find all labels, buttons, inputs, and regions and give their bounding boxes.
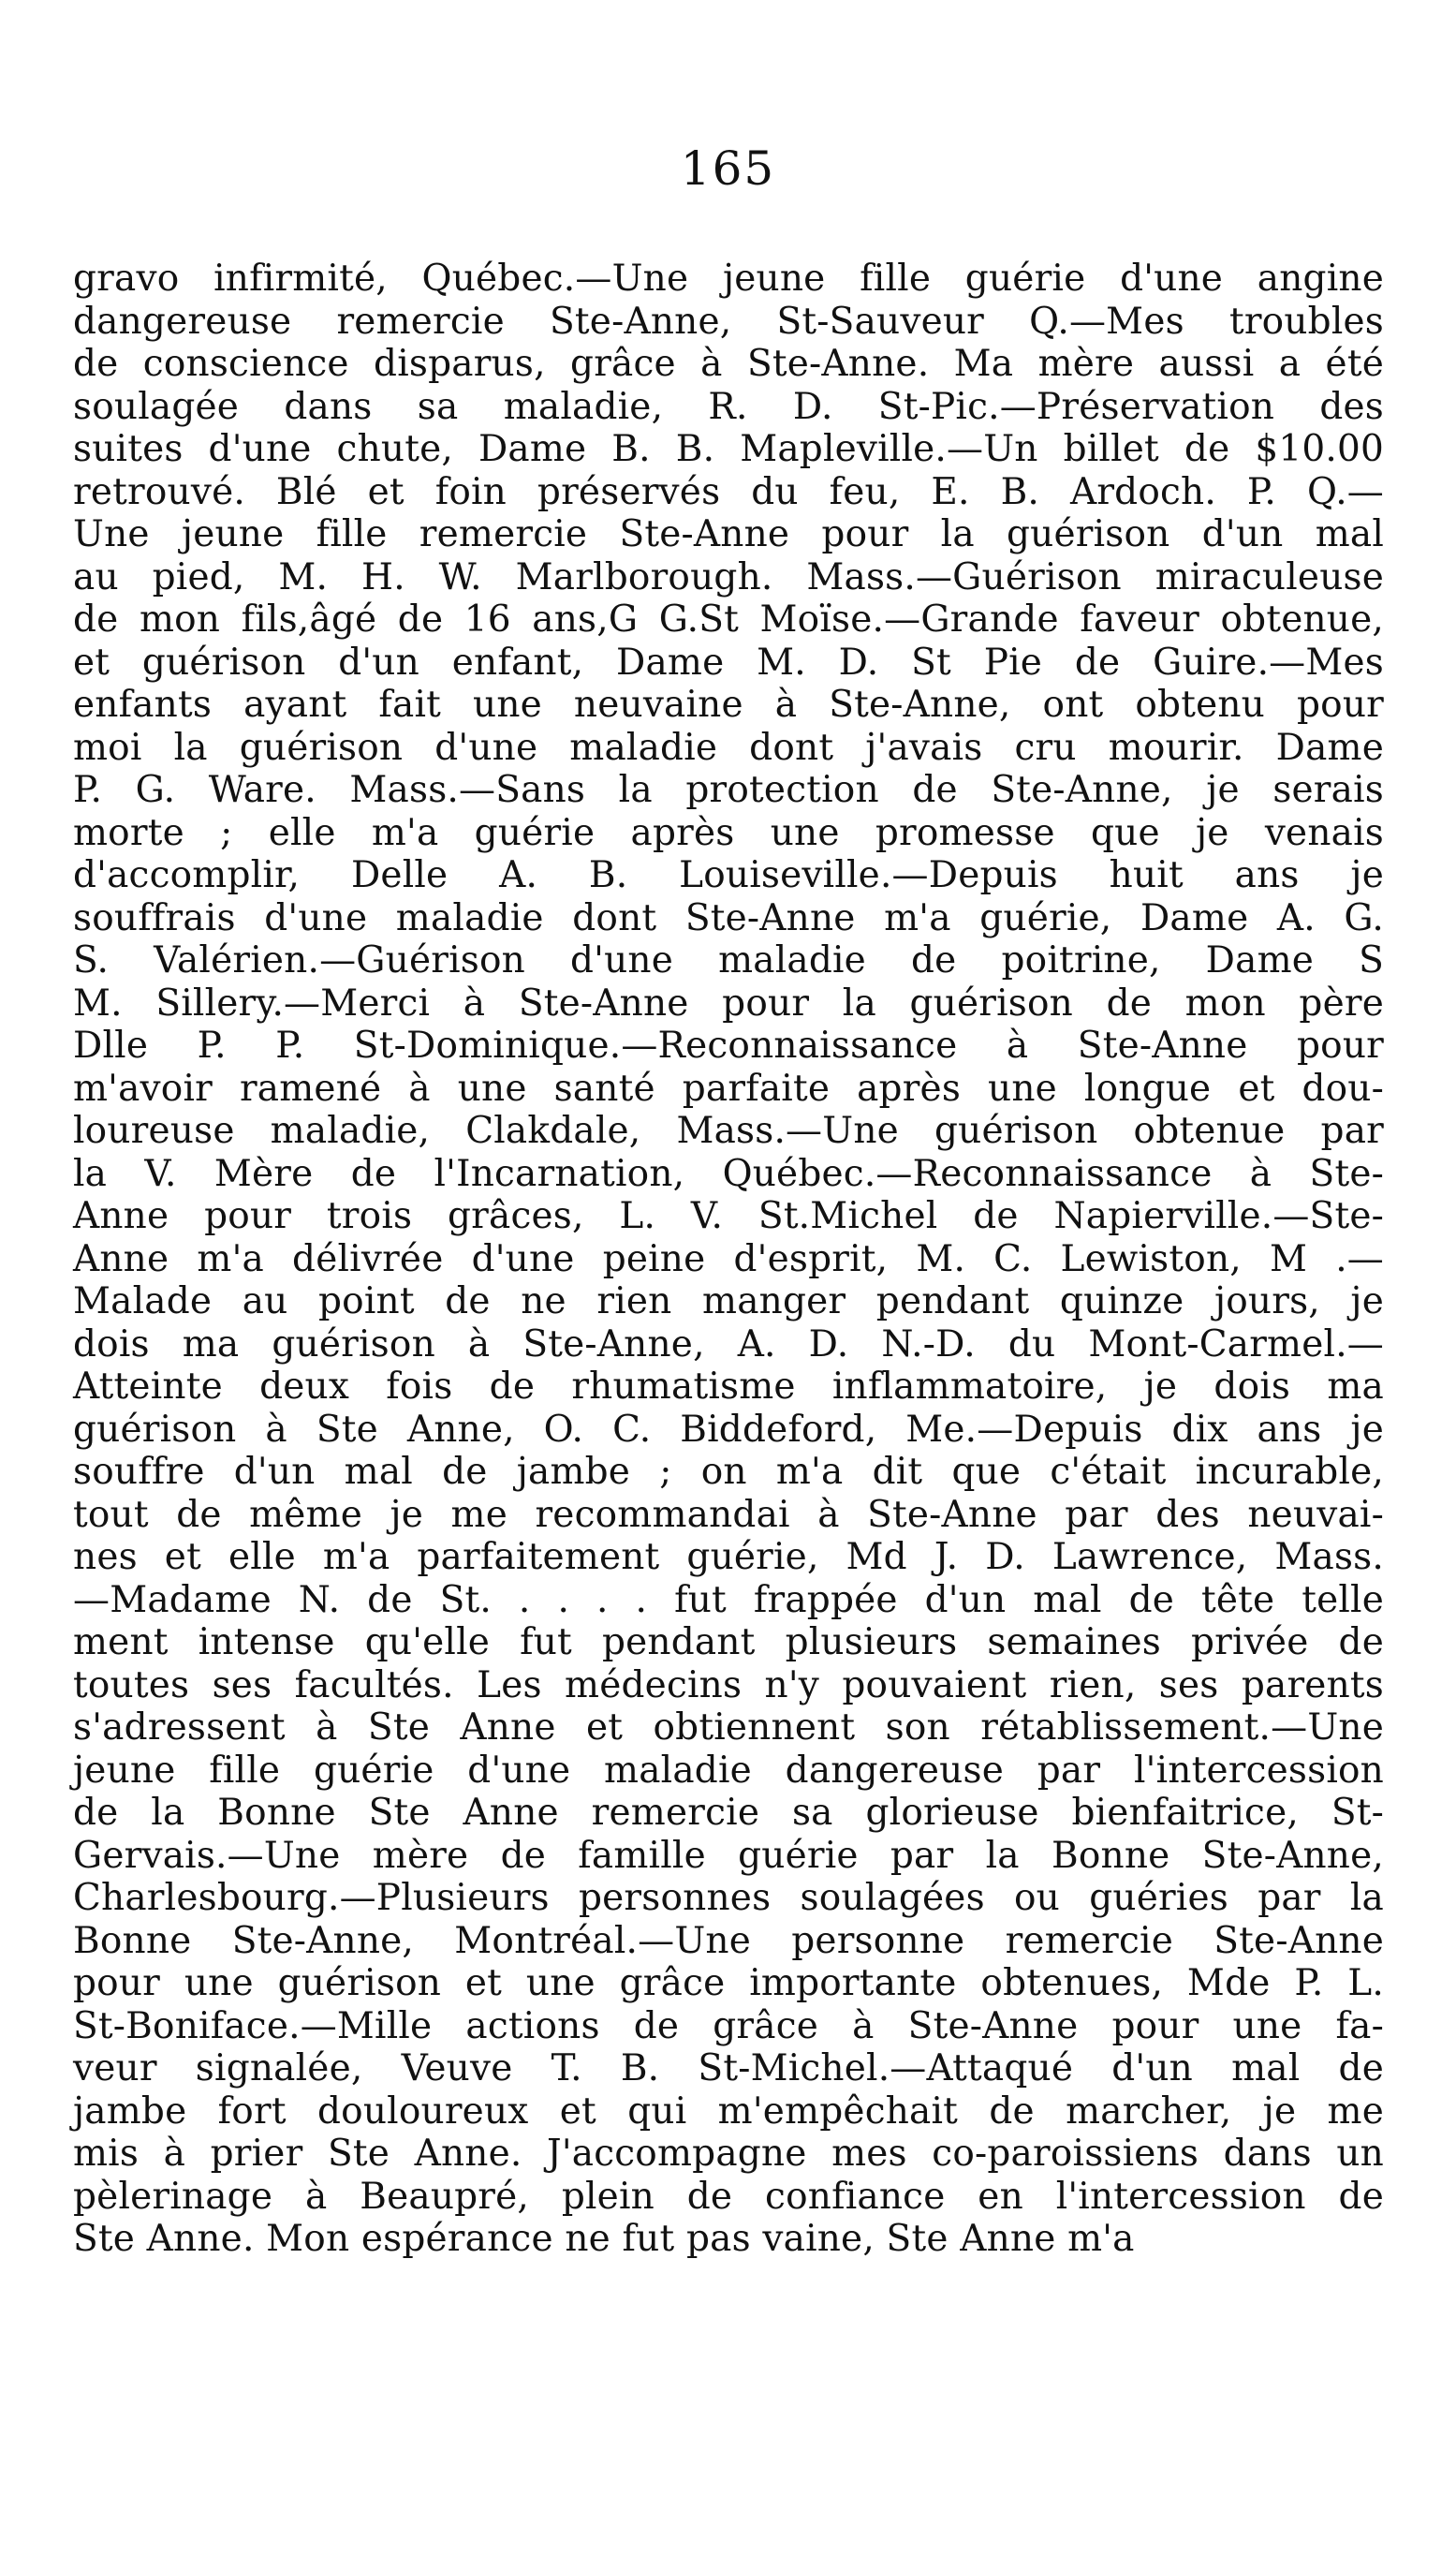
text-line: nes et elle m'a parfaitement guérie, Md J. D. Lawrence, Mass. — [73, 1536, 1384, 1578]
page-number: 165 — [680, 141, 776, 196]
text-line: toutes ses facultés. Les médecins n'y pouvaient rien, ses parents — [73, 1663, 1384, 1706]
text-line: P. G. Ware. Mass.—Sans la protection de Ste-Anne, je serais — [73, 769, 1384, 811]
text-line: Charlesbourg.—Plusieurs personnes soulagées ou guéries par la — [73, 1877, 1384, 1919]
text-line: Anne m'a délivrée d'une peine d'esprit, M. C. Lewiston, M .— — [73, 1237, 1384, 1280]
text-line: loureuse maladie, Clakdale, Mass.—Une guérison obtenue par — [73, 1110, 1384, 1152]
text-line: de conscience disparus, grâce à Ste-Anne. Ma mère aussi a été — [73, 343, 1384, 385]
text-line: la V. Mère de l'Incarnation, Québec.—Reconnaissance à Ste- — [73, 1152, 1384, 1195]
text-line: et guérison d'un enfant, Dame M. D. St Pie de Guire.—Mes — [73, 641, 1384, 684]
text-line: gravo infirmité, Québec.—Une jeune fille guérie d'une angine — [73, 258, 1384, 300]
text-line: Malade au point de ne rien manger pendant quinze jours, je — [73, 1280, 1384, 1322]
text-line: Anne pour trois grâces, L. V. St.Michel de Napierville.—Ste- — [73, 1195, 1384, 1237]
text-line: —Madame N. de St. . . . . fut frappée d'un mal de tête telle — [73, 1578, 1384, 1621]
text-line: soulagée dans sa maladie, R. D. St-Pic.—Préservation des — [73, 385, 1384, 428]
text-line: m'avoir ramené à une santé parfaite après une longue et dou- — [73, 1067, 1384, 1110]
text-line: St-Boniface.—Mille actions de grâce à Ste-Anne pour une fa- — [73, 2004, 1384, 2047]
text-line: jambe fort douloureux et qui m'empêchait de marcher, je me — [73, 2089, 1384, 2133]
text-line: de la Bonne Ste Anne remercie sa glorieuse bienfaitrice, St- — [73, 1792, 1384, 1834]
text-line: pèlerinage à Beaupré, plein de confiance en l'intercession de — [73, 2175, 1384, 2218]
text-line: de mon fils,âgé de 16 ans,G G.St Moïse.—Grande faveur obtenue, — [73, 598, 1384, 641]
text-line: s'adressent à Ste Anne et obtiennent son rétablissement.—Une — [73, 1706, 1384, 1749]
text-line: morte ; elle m'a guérie après une promesse que je venais — [73, 811, 1384, 854]
text-line: Dlle P. P. St-Dominique.—Reconnaissance à Ste-Anne pour — [73, 1025, 1384, 1067]
text-line: au pied, M. H. W. Marlborough. Mass.—Guérison miraculeuse — [73, 555, 1384, 598]
text-line: pour une guérison et une grâce importante obtenues, Mde P. L. — [73, 1962, 1384, 2004]
text-line: dangereuse remercie Ste-Anne, St-Sauveur Q.—Mes troubles — [73, 300, 1384, 343]
text-line: Une jeune fille remercie Ste-Anne pour la guérison d'un mal — [73, 513, 1384, 555]
text-line: guérison à Ste Anne, O. C. Biddeford, Me.—Depuis dix ans je — [73, 1408, 1384, 1451]
text-line: dois ma guérison à Ste-Anne, A. D. N.-D. du Mont-Carmel.— — [73, 1322, 1384, 1366]
text-line: Bonne Ste-Anne, Montréal.—Une personne remercie Ste-Anne — [73, 1919, 1384, 1962]
text-line: S. Valérien.—Guérison d'une maladie de poitrine, Dame S — [73, 939, 1384, 982]
text-line: Ste Anne. Mon espérance ne fut pas vaine, Ste Anne m'a — [73, 2218, 1135, 2260]
text-line: d'accomplir, Delle A. B. Louiseville.—Depuis huit ans je — [73, 854, 1384, 896]
text-line: Gervais.—Une mère de famille guérie par la Bonne Ste-Anne, — [73, 1834, 1384, 1877]
text-line: jeune fille guérie d'une maladie dangereuse par l'intercession — [73, 1749, 1384, 1792]
text-line: moi la guérison d'une maladie dont j'avais cru mourir. Dame — [73, 726, 1384, 769]
text-line: souffrais d'une maladie dont Ste-Anne m'a guérie, Dame A. G. — [73, 896, 1384, 939]
text-line: enfants ayant fait une neuvaine à Ste-Anne, ont obtenu pour — [73, 684, 1384, 726]
text-line: mis à prier Ste Anne. J'accompagne mes co-paroissiens dans un — [73, 2133, 1384, 2175]
text-line: ment intense qu'elle fut pendant plusieurs semaines privée de — [73, 1621, 1384, 1663]
text-line: Atteinte deux fois de rhumatisme inflammatoire, je dois ma — [73, 1366, 1384, 1408]
body-text — [73, 258, 1384, 2261]
text-line: souffre d'un mal de jambe ; on m'a dit que c'était incurable, — [73, 1451, 1384, 1493]
text-line: veur signalée, Veuve T. B. St-Michel.—Attaqué d'un mal de — [73, 2047, 1384, 2089]
text-line: M. Sillery.—Merci à Ste-Anne pour la guérison de mon père — [73, 982, 1384, 1025]
text-line: tout de même je me recommandai à Ste-Anne par des neuvai- — [73, 1493, 1384, 1536]
text-line: retrouvé. Blé et foin préservés du feu, E. B. Ardoch. P. Q.— — [73, 470, 1384, 513]
text-line: suites d'une chute, Dame B. B. Mapleville.—Un billet de $10.00 — [73, 428, 1384, 470]
